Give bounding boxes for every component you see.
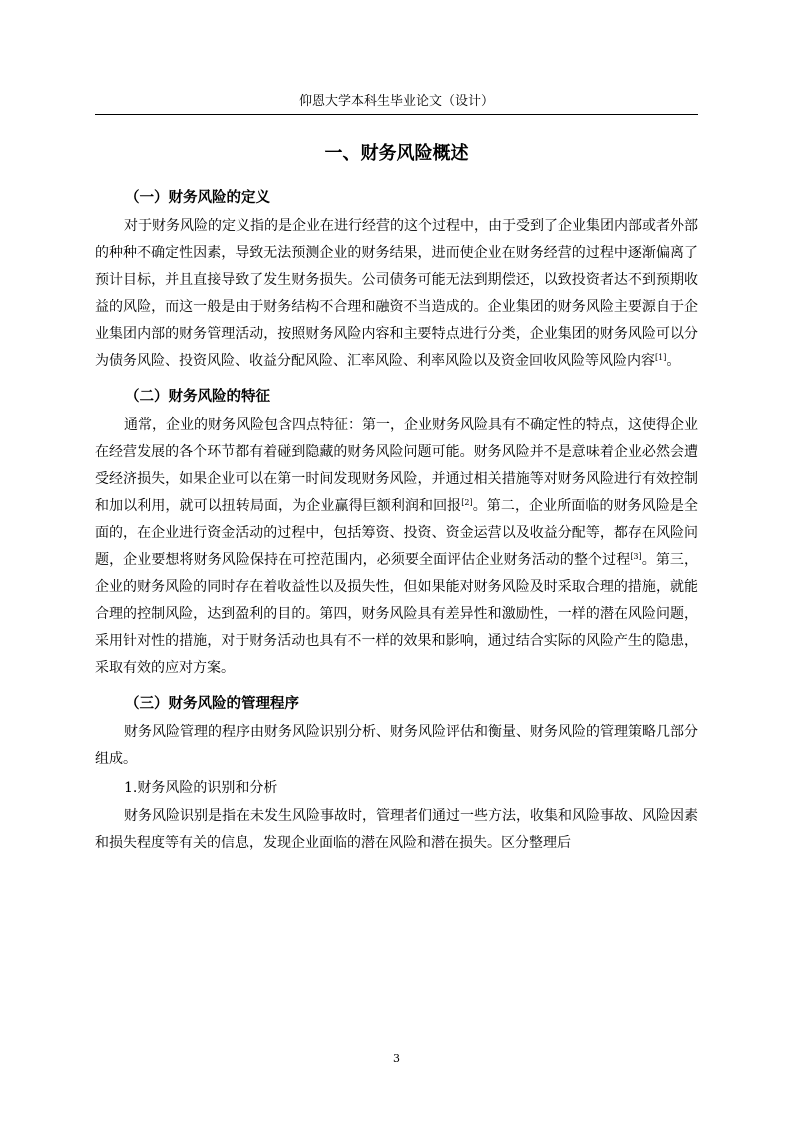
paragraph-text: 对于财务风险的定义指的是企业在进行经营的这个过程中，由于受到了企业集团内部或者外部的种种不确定性因素，导致无法预测企业的财务结果，进而使企业在财务经营的过程中逐渐偏离了预计目标，并且直接导致了发生财务损失。公司债务可能无法到期偿还，以致投资者达不到预期收益的风险，而这一般是由于财务结构不合理和融资不当造成的。企业集团的财务风险主要源自于企业集团内部的财务管理活动，按照财务风险内容和主要特点进行分类，企业集团的财务风险可以分为债务风险、投资风险、收益分配风险、汇率风险、利率风险以及资金回收风险等风险内容 [95, 218, 698, 369]
paragraph-definition [95, 213, 698, 375]
paragraph-management: 财务风险管理的程序由财务风险识别分析、财务风险评估和衡量、财务风险的管理策略几部分组成。 [95, 724, 698, 767]
paragraph-characteristics [95, 412, 698, 682]
subsection-heading-identification: 1.财务风险的识别和分析 [124, 780, 278, 796]
citation-ref: [3] [630, 552, 642, 561]
paragraph-identification: 财务风险识别是指在未发生风险事故时，管理者们通过一些方法，收集和风险事故、风险因素和损失程度等有关的信息，发现企业面临的潜在风险和潜在损失。区分整理后 [95, 808, 698, 851]
page-number: 3 [393, 1052, 400, 1065]
section-heading-definition: （一）财务风险的定义 [125, 189, 270, 206]
paragraph-text: 。第二，企业所面临的财务风险是全面的，在企业进行资金活动的过程中，包括筹资、投资、资金运营以及收益分配等，都存在风险问题，企业要想将财务风险保持在可控范围内，必须要全面评估企业财务活动的整个过程 [95, 498, 699, 568]
section-heading-management: （三）财务风险的管理程序 [125, 695, 299, 712]
paragraph-text: 。 [666, 353, 681, 369]
paragraph-text: 。第三，企业的财务风险的同时存在着收益性以及损失性，但如果能对财务风险及时采取合理的措施，就能合理的控制风险，达到盈利的目的。第四，财务风险具有差异性和激励性，一样的潜在风险问题，采用针对性的措施，对于财务活动也具有不一样的效果和影响，通过结合实际的风险产生的隐患，采取有效的应对方案。 [95, 552, 699, 676]
page-body [95, 140, 698, 857]
paragraph-text: 通常，企业的财务风险包含四点特征：第一，企业财务风险具有不确定性的特点，这使得企业在经营发展的各个环节都有着碰到隐藏的财务风险问题可能。财务风险并不是意味着企业必然会遭受经济损失，如果企业可以在第一时间发现财务风险，并通过相关措施等对财务风险进行有效控制和加以利用，就可以扭转局面，为企业赢得巨额利润和回报 [95, 417, 698, 514]
citation-ref: [1] [655, 353, 667, 362]
section-heading-characteristics: （二）财务风险的特征 [125, 388, 270, 405]
running-header: 仰恩大学本科生毕业论文（设计） [95, 92, 698, 115]
citation-ref: [2] [461, 498, 473, 507]
chapter-title: 一、财务风险概述 [324, 143, 469, 164]
